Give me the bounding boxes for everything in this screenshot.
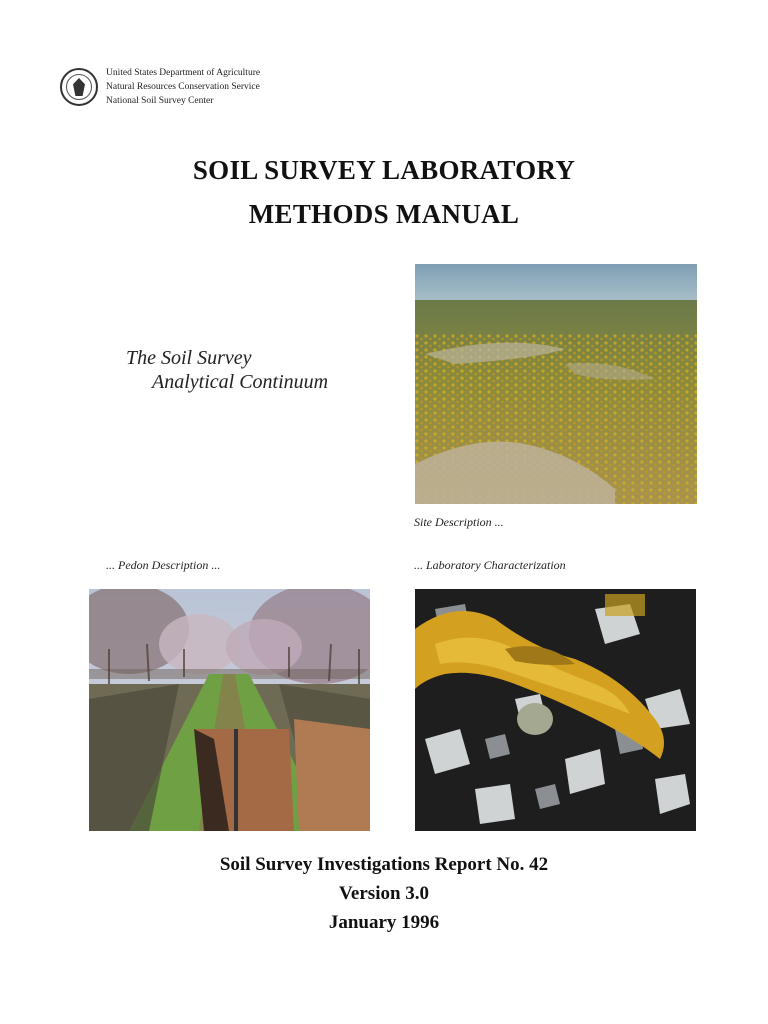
report-version: Version 3.0 bbox=[338, 883, 430, 904]
subtitle-line-1: The Soil Survey bbox=[126, 347, 252, 369]
agency-lines bbox=[106, 66, 260, 108]
title-line-2: METHODS MANUAL bbox=[248, 199, 520, 229]
title-line-1: SOIL SURVEY LABORATORY bbox=[192, 155, 576, 185]
report-info bbox=[0, 850, 768, 937]
site-photo bbox=[415, 264, 697, 504]
agency-header bbox=[60, 66, 260, 108]
lab-caption: ... Laboratory Characterization bbox=[414, 558, 566, 572]
agency-line-nrcs: Natural Resources Conservation Service bbox=[106, 82, 260, 92]
report-date: January 1996 bbox=[328, 912, 440, 933]
lab-photo bbox=[415, 589, 696, 831]
agency-line-nssc: National Soil Survey Center bbox=[106, 96, 214, 106]
site-caption: Site Description ... bbox=[414, 515, 504, 529]
agency-line-usda: United States Department of Agriculture bbox=[106, 68, 261, 78]
document-title bbox=[0, 148, 768, 236]
pedon-photo bbox=[89, 589, 370, 831]
pedon-caption: ... Pedon Description ... bbox=[106, 558, 221, 572]
usda-seal-icon bbox=[60, 68, 98, 106]
subtitle-line-2: Analytical Continuum bbox=[152, 371, 329, 393]
report-number: Soil Survey Investigations Report No. 42 bbox=[219, 854, 549, 875]
subtitle bbox=[126, 346, 328, 394]
